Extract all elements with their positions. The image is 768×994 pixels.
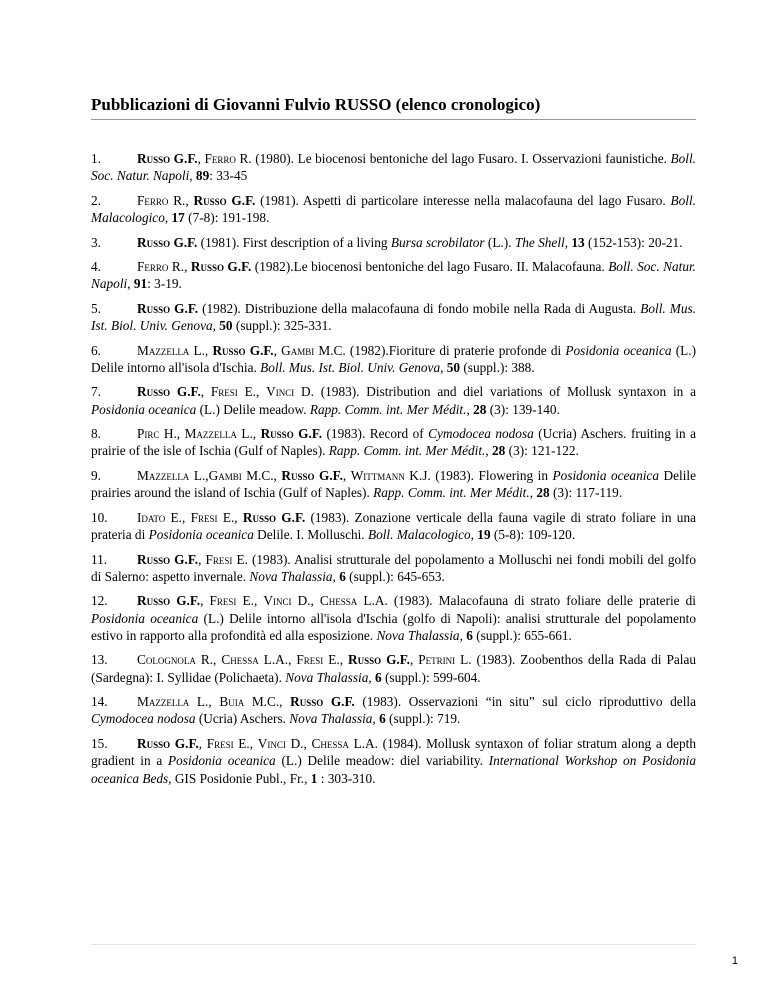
entry-text-segment: Cymodocea nodosa: [91, 711, 196, 727]
entry-text-segment: ,: [198, 735, 207, 751]
entry-text-segment: R.,: [168, 259, 191, 275]
entry-text-segment: ,: [440, 359, 447, 375]
entry-text-segment: (suppl.): 645-653.: [345, 568, 445, 584]
entry-text-segment: ,: [372, 711, 380, 727]
entry-text-segment: R.,: [168, 192, 194, 208]
entry-text-segment: Posidonia oceanica: [565, 342, 672, 358]
entry-text-segment: Russo G.F.: [137, 151, 198, 166]
entry-text-segment: Idato: [137, 509, 166, 525]
entry-text-segment: L.,: [236, 426, 261, 442]
publication-entry: [91, 467, 696, 502]
entry-text-segment: L.A.,: [258, 652, 297, 668]
entry-text-segment: 17: [171, 210, 185, 226]
entry-text-segment: , GIS Posidonie Publ., Fr.,: [168, 770, 311, 786]
entry-text-segment: Nova Thalassia: [285, 669, 369, 685]
entry-text-segment: 6: [379, 711, 386, 727]
entry-text-segment: Russo G.F.: [137, 593, 201, 609]
entry-text-segment: Delile. I. Molluschi.: [253, 527, 368, 543]
entry-number: 6.: [91, 342, 101, 358]
entry-text-segment: ,: [368, 669, 375, 685]
entry-text-segment: (3): 139-140.: [486, 401, 560, 417]
entry-number: 8.: [91, 426, 101, 442]
entry-text-segment: Nova Thalassia: [249, 568, 333, 584]
entry-number: 9.: [91, 467, 101, 483]
entry-text-segment: D.,: [291, 593, 320, 609]
entry-number: 12.: [91, 593, 108, 609]
entry-text-segment: Russo G.F.: [212, 342, 274, 358]
entry-text-segment: (L.) Delile meadow.: [196, 401, 310, 417]
entry-text-segment: (L.).: [484, 234, 515, 250]
entry-text-segment: L. (1983). Zoobenthos della Rada di Palau (Sardegna): I. Syllidae (Polichaeta).: [91, 652, 696, 685]
entry-text-segment: Posidonia oceanica: [552, 467, 659, 483]
entry-text-segment: Russo G.F.: [290, 694, 355, 710]
publication-entry: [91, 551, 696, 586]
entry-text-segment: Boll. Soc. Natur. Napoli: [91, 259, 697, 292]
entry-text-segment: 50: [446, 359, 461, 375]
entry-number: 13.: [91, 652, 108, 668]
entry-text-segment: 19: [477, 527, 491, 543]
entry-text-segment: 28: [473, 401, 487, 417]
entry-text-segment: 6: [375, 669, 382, 685]
entry-text-segment: L.,: [189, 467, 209, 483]
publication-entry: [91, 150, 696, 185]
entry-text-segment: (5-8): 109-120.: [490, 527, 576, 543]
page-title: Pubblicazioni di Giovanni Fulvio RUSSO (elenco cronologico): [91, 95, 541, 114]
entry-text-segment: (1983). Zonazione verticale della fauna vagile di strato foliare in una prateria di: [91, 509, 697, 543]
publication-entry: [91, 258, 696, 293]
entry-text-segment: Fresi: [206, 735, 234, 751]
entry-text-segment: Cymodocea nodosa: [428, 426, 534, 442]
publication-entry: [91, 509, 696, 544]
entry-text-segment: : 33-45: [209, 168, 248, 184]
entry-text-segment: ,: [485, 443, 493, 459]
entry-text-segment: ,: [200, 593, 210, 609]
entry-text-segment: Rapp. Comm. int. Mer Médit.: [373, 485, 530, 501]
entry-text-segment: Posidonia oceanica: [91, 610, 199, 626]
entry-text-segment: Mazzella: [137, 467, 190, 483]
entry-text-segment: Pirc: [137, 426, 160, 442]
entry-text-segment: 50: [219, 318, 233, 334]
entry-text-segment: ,: [273, 342, 282, 358]
title-underline: [91, 119, 696, 120]
publication-entry: [91, 651, 696, 686]
entry-text-segment: E.,: [237, 384, 267, 400]
entry-text-segment: L.,: [189, 694, 220, 710]
entry-text-segment: Boll. Mus. Ist. Biol. Univ. Genova: [91, 300, 696, 334]
entry-text-segment: (L.) Delile intorno all'isola d'Ischia (golfo di Napoli): analisi strutturale del popolamento estivo in rapporto alla profondità ed alla esposizione.: [91, 610, 696, 643]
entry-text-segment: ,: [197, 151, 205, 166]
publication-entry: [91, 592, 696, 644]
entry-text-segment: (1981). First description of a living: [197, 234, 391, 250]
entry-text-segment: Russo G.F.: [281, 467, 343, 483]
entry-text-segment: ,: [470, 527, 478, 543]
entry-text-segment: ,: [164, 210, 172, 226]
entry-text-segment: D. (1983). Distribution and diel variations of Mollusk syntaxon in a: [294, 384, 696, 400]
entry-text-segment: Ferro: [137, 192, 169, 208]
entry-text-segment: (1983). Record of: [322, 426, 429, 442]
publication-entry: [91, 342, 696, 377]
entry-text-segment: Posidonia oceanica: [91, 401, 197, 417]
entry-text-segment: 13: [571, 234, 585, 250]
entry-text-segment: E. (1983). Analisi strutturale del popolamento a Molluschi nei fondi mobili del golfo di Salerno: aspetto invernale.: [91, 551, 696, 584]
entry-text-segment: Russo G.F.: [137, 234, 198, 250]
entry-text-segment: Fresi: [209, 593, 237, 609]
entry-text-segment: M.C. (1982).Fioriture di praterie profonde di: [314, 342, 566, 358]
entry-text-segment: E.,: [165, 509, 191, 525]
entry-text-segment: L.A. (1983). Malacofauna di strato foliare delle praterie di: [357, 593, 697, 609]
entry-text-segment: 1: [310, 770, 318, 786]
entry-text-segment: 28: [536, 485, 550, 501]
entry-number: 15.: [91, 735, 108, 751]
entry-number: 5.: [91, 300, 101, 316]
entry-text-segment: R.,: [195, 652, 222, 668]
entry-text-segment: E.,: [323, 652, 348, 668]
entry-text-segment: Chessa: [221, 652, 259, 668]
entry-text-segment: 89: [195, 168, 210, 184]
entry-text-segment: (1982).Le biocenosi bentoniche del lago Fusaro. II. Malacofauna.: [251, 259, 609, 275]
entry-text-segment: ,: [332, 568, 340, 584]
entry-text-segment: 6: [339, 568, 346, 584]
entry-text-segment: E.,: [233, 735, 258, 751]
entry-number: 2.: [91, 192, 101, 208]
entry-text-segment: Russo G.F.: [260, 426, 323, 442]
entry-text-segment: Petrini: [418, 652, 456, 668]
entry-number: 11.: [91, 551, 108, 567]
entry-text-segment: Rapp. Comm. int. Mer Médit.: [309, 401, 467, 417]
entry-text-segment: K.J. (1983). Flowering in: [404, 467, 553, 483]
entry-text-segment: (7-8): 191-198.: [184, 210, 270, 226]
entry-text-segment: E.,: [217, 509, 243, 525]
entry-text-segment: Boll. Malacologico: [367, 527, 471, 543]
publication-entry: [91, 300, 696, 335]
entry-text-segment: (suppl.): 388.: [460, 359, 535, 375]
entry-text-segment: (suppl.): 719.: [385, 711, 461, 727]
entry-text-segment: Mazzella: [184, 426, 237, 442]
entry-text-segment: (152-153): 20-21.: [584, 234, 683, 250]
entry-number: 4.: [91, 259, 101, 275]
entry-text-segment: Russo G.F.: [137, 384, 201, 400]
entry-text-segment: ,: [529, 485, 537, 501]
entry-text-segment: ,: [459, 627, 467, 643]
publication-entry: [91, 425, 696, 460]
entry-text-segment: Gambi: [281, 342, 315, 358]
entry-number: 10.: [91, 509, 108, 525]
entry-text-segment: Vinci: [266, 384, 295, 400]
entry-text-segment: Delile prairies around the island of Ischia (Gulf of Naples).: [91, 467, 696, 501]
entry-text-segment: (L.) Delile meadow: diel variability.: [275, 753, 489, 769]
entry-text-segment: Rapp. Comm. int. Mer Médit.: [328, 443, 486, 459]
publication-list: [91, 150, 696, 794]
entry-number: 3.: [91, 234, 101, 250]
entry-text-segment: Russo G.F.: [348, 652, 410, 668]
page-number: 1: [731, 955, 738, 967]
entry-text-segment: Fresi: [210, 384, 238, 400]
entry-number: 7.: [91, 384, 101, 400]
entry-text-segment: ,: [189, 168, 196, 184]
entry-text-segment: Posidonia oceanica: [168, 753, 276, 769]
entry-text-segment: ,: [466, 401, 474, 417]
entry-text-segment: E.,: [236, 593, 264, 609]
entry-text-segment: ,: [198, 551, 206, 567]
entry-text-segment: Fresi: [190, 509, 218, 525]
entry-text-segment: Vinci: [257, 735, 286, 751]
entry-text-segment: Fresi: [205, 551, 233, 567]
entry-text-segment: D.,: [285, 735, 312, 751]
entry-text-segment: Vinci: [263, 593, 292, 609]
entry-text-segment: H.,: [159, 426, 185, 442]
entry-text-segment: : 303-310.: [317, 770, 376, 786]
entry-text-segment: Ferro: [137, 259, 169, 275]
entry-text-segment: ,: [342, 467, 351, 483]
entry-text-segment: Colognola: [137, 652, 196, 668]
entry-text-segment: The Shell: [514, 234, 565, 250]
entry-text-segment: Mazzella: [137, 694, 190, 710]
publication-entry: [91, 192, 696, 227]
entry-text-segment: Russo G.F.: [190, 259, 252, 275]
publication-entry: [91, 735, 696, 787]
entry-text-segment: Boll. Soc. Natur. Napoli: [91, 151, 696, 184]
entry-text-segment: (L.) Delile intorno all'isola d'Ischia.: [91, 342, 696, 375]
entry-text-segment: ,: [212, 318, 220, 334]
entry-text-segment: Mazzella: [137, 342, 190, 358]
entry-text-segment: (3): 117-119.: [549, 485, 623, 501]
entry-text-segment: Nova Thalassia: [289, 711, 373, 727]
entry-text-segment: Russo G.F.: [242, 509, 306, 525]
entry-text-segment: M.C.,: [241, 467, 282, 483]
entry-text-segment: (1983). Osservazioni “in situ” sul ciclo riproduttivo della: [354, 694, 696, 710]
entry-text-segment: R. (1980). Le biocenosi bentoniche del lago Fusaro. I. Osservazioni faunistiche.: [235, 151, 671, 166]
entry-text-segment: Chessa: [311, 735, 349, 751]
entry-text-segment: International Workshop on Posidonia oceanica Beds: [91, 753, 697, 786]
entry-text-segment: L.A. (1984). Mollusk syntaxon of foliar stratum along a depth gradient in a: [91, 735, 696, 769]
entry-text-segment: (Ucria) Aschers.: [195, 711, 290, 727]
entry-text-segment: ,: [200, 384, 211, 400]
entry-text-segment: Russo G.F.: [137, 551, 199, 567]
entry-text-segment: (suppl.): 325-331.: [232, 318, 332, 334]
entry-text-segment: (3): 121-122.: [505, 443, 579, 459]
entry-text-segment: Buia: [219, 694, 245, 710]
entry-text-segment: L.,: [189, 342, 213, 358]
entry-text-segment: ,: [564, 234, 572, 250]
entry-text-segment: Russo G.F.: [137, 300, 199, 316]
entry-text-segment: Russo G.F.: [193, 192, 256, 208]
entry-text-segment: ,: [409, 652, 419, 668]
entry-text-segment: Wittmann: [350, 467, 405, 483]
entry-text-segment: (1982). Distribuzione della malacofauna di fondo mobile nella Rada di Augusta.: [198, 300, 641, 316]
entry-number: 14.: [91, 694, 108, 710]
entry-text-segment: : 3-19.: [147, 276, 182, 292]
publication-entry: [91, 383, 696, 418]
entry-number: 1.: [91, 151, 101, 166]
entry-text-segment: Ferro: [204, 151, 236, 166]
entry-text-segment: Gambi: [208, 467, 242, 483]
entry-text-segment: Fresi: [296, 652, 324, 668]
entry-text-segment: Chessa: [319, 593, 358, 609]
entry-text-segment: 28: [492, 443, 506, 459]
footer-divider: [91, 944, 696, 945]
entry-text-segment: Posidonia oceanica: [148, 527, 254, 543]
entry-text-segment: (suppl.): 655-661.: [472, 627, 572, 643]
entry-text-segment: Russo G.F.: [137, 735, 199, 751]
entry-text-segment: (1981). Aspetti di particolare interesse nella malacofauna del lago Fusaro.: [255, 192, 671, 208]
entry-text-segment: (Ucria) Aschers. fruiting in a prairie of the isle of Ischia (Gulf of Naples).: [91, 426, 696, 459]
entry-text-segment: Nova Thalassia: [376, 627, 460, 643]
entry-text-segment: ,: [127, 276, 134, 292]
publication-entry: [91, 693, 696, 728]
entry-text-segment: Bursa scrobilator: [390, 234, 485, 250]
entry-text-segment: 91: [133, 276, 148, 292]
entry-text-segment: (suppl.): 599-604.: [381, 669, 481, 685]
entry-text-segment: 6: [466, 627, 473, 643]
entry-text-segment: Boll. Malacologico: [91, 192, 696, 226]
entry-text-segment: Boll. Mus. Ist. Biol. Univ. Genova: [260, 359, 441, 375]
entry-text-segment: M.C.,: [244, 694, 291, 710]
publication-entry: [91, 234, 696, 251]
